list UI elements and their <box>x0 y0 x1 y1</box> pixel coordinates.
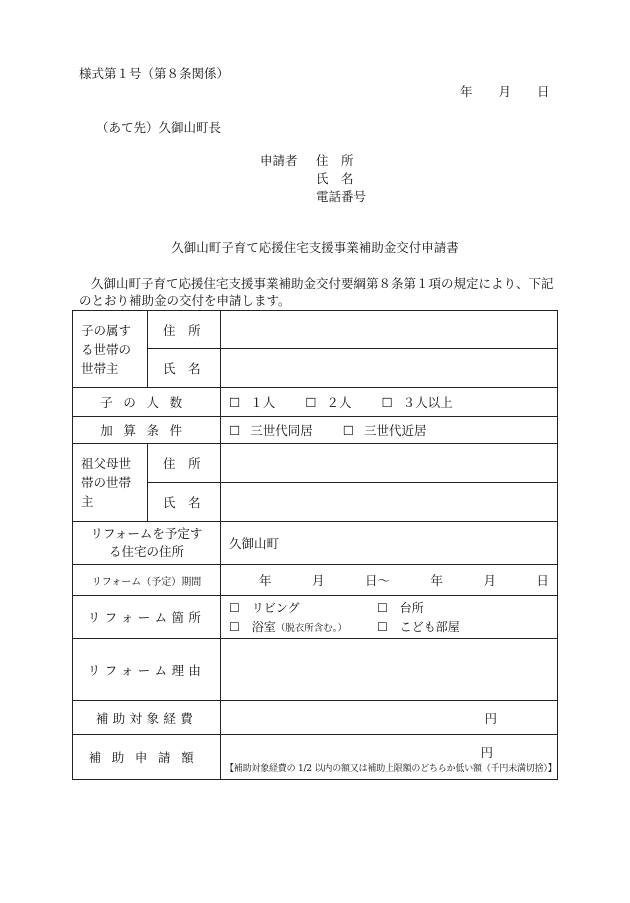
applicant-block <box>260 152 376 206</box>
table-row <box>73 701 558 735</box>
children-option-2[interactable]: ☐ ２人 <box>305 395 352 410</box>
children-option-1[interactable]: ☐ １人 <box>229 395 276 410</box>
reform-period-field[interactable] <box>221 565 558 596</box>
applicant-label: 申請者 <box>260 153 298 168</box>
period-start-month: 月 <box>311 573 325 588</box>
bonus-option-nearby[interactable]: ☐ 三世代近居 <box>342 423 427 438</box>
grandparent-name-field[interactable] <box>221 483 558 522</box>
checkbox-icon: ☐ <box>229 620 240 634</box>
reform-location-options <box>221 596 558 639</box>
reform-option-kids-room[interactable]: ☐ こども部屋 <box>377 620 460 634</box>
form-number: 様式第１号（第８条関係） <box>79 66 230 81</box>
checkbox-icon: ☐ <box>342 423 354 438</box>
grandparent-address-field[interactable] <box>221 444 558 483</box>
reform-address-field[interactable]: 久御山町 <box>221 522 558 565</box>
request-amount-label: 補助申請額 <box>73 735 221 780</box>
period-start-day: 日～ <box>364 573 390 588</box>
bonus-condition-label: 加算条件 <box>73 417 221 444</box>
name-label: 氏 名 <box>148 349 221 388</box>
application-form-table <box>72 310 558 780</box>
period-start-year: 年 <box>259 573 272 588</box>
document-title: 久御山町子育て応援住宅支援事業補助金交付申請書 <box>171 240 459 255</box>
reform-option-living[interactable]: ☐ リビング <box>229 601 300 615</box>
date-line <box>460 82 572 100</box>
applicant-name-label: 氏 名 <box>316 171 354 186</box>
bonus-option-cohabit[interactable]: ☐ 三世代同居 <box>229 423 313 438</box>
addressee: （あて先）久御山町長 <box>96 120 222 135</box>
date-year: 年 <box>460 84 473 99</box>
eligible-cost-label: 補助対象経費 <box>73 701 221 735</box>
request-amount-field[interactable] <box>221 735 558 780</box>
children-count-options <box>221 388 558 417</box>
reform-option-bath[interactable]: ☐ 浴室（脱衣所含む。） <box>229 620 348 634</box>
period-end-month: 月 <box>483 573 496 588</box>
table-row <box>73 444 558 483</box>
period-end-day: 日 <box>536 573 549 588</box>
table-row <box>73 735 558 780</box>
applicant-phone-label: 電話番号 <box>316 189 367 204</box>
reform-option-kitchen[interactable]: ☐ 台所 <box>377 601 424 615</box>
eligible-cost-field[interactable]: 円 <box>221 701 558 735</box>
table-row <box>73 388 558 417</box>
address-label: 住 所 <box>148 311 221 349</box>
table-row <box>73 639 558 701</box>
reform-reason-label: リフォーム理由 <box>73 639 221 701</box>
checkbox-icon: ☐ <box>381 395 393 410</box>
reform-reason-field[interactable] <box>221 639 558 701</box>
checkbox-icon: ☐ <box>377 620 388 634</box>
checkbox-icon: ☐ <box>305 395 317 410</box>
checkbox-icon: ☐ <box>377 601 388 615</box>
checkbox-icon: ☐ <box>229 423 241 438</box>
child-household-name-field[interactable] <box>221 349 558 388</box>
name-label: 氏 名 <box>148 483 221 522</box>
reform-address-label: リフォームを予定する住宅の住所 <box>73 522 221 565</box>
request-amount-yen: 円 <box>480 744 493 760</box>
table-row <box>73 522 558 565</box>
children-count-label: 子の人数 <box>73 388 221 417</box>
date-day: 日 <box>537 84 550 99</box>
checkbox-icon: ☐ <box>229 601 240 615</box>
child-household-head-label: 子の属する世帯の世帯主 <box>73 311 148 388</box>
grandparent-head-label: 祖父母世帯の世帯主 <box>73 444 148 522</box>
checkbox-icon: ☐ <box>229 395 241 410</box>
intro-text: 久御山町子育て応援住宅支援事業補助金交付要綱第８条第１項の規定により、下記のとおり補助金の交付を申請します。 <box>79 276 554 308</box>
children-option-3[interactable]: ☐ ３人以上 <box>381 395 453 410</box>
table-row <box>73 596 558 639</box>
child-household-address-field[interactable] <box>221 311 558 349</box>
applicant-address-label: 住 所 <box>316 153 354 168</box>
table-row <box>73 417 558 444</box>
bonus-condition-options <box>221 417 558 444</box>
reform-period-label: リフォーム（予定）期間 <box>73 565 221 596</box>
date-month: 月 <box>498 84 512 99</box>
table-row <box>73 311 558 349</box>
period-end-year: 年 <box>430 573 443 588</box>
reform-location-label: リフォーム箇所 <box>73 596 221 639</box>
address-label: 住 所 <box>148 444 221 483</box>
table-row <box>73 565 558 596</box>
request-amount-note: 【補助対象経費の 1/2 以内の額又は補助上限額のどちらか低い額（千円未満切捨）】 <box>225 763 557 774</box>
